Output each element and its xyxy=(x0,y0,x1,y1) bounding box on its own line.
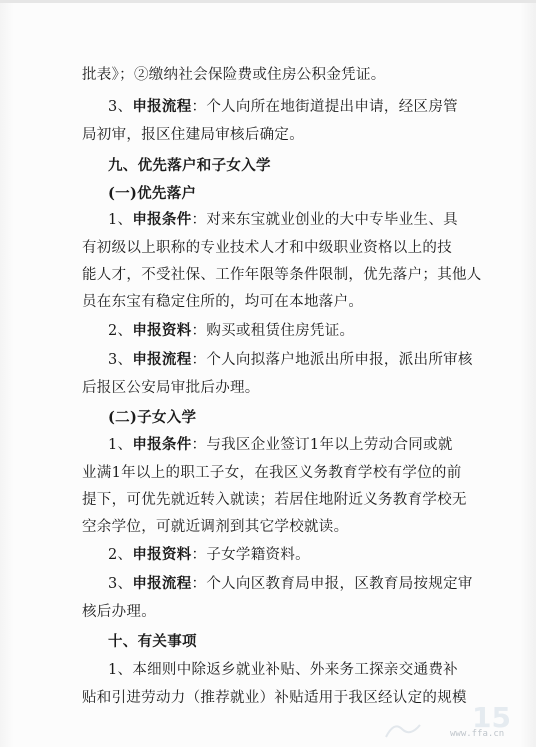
text: 员在东宝有稳定住所的，均可在本地落户。 xyxy=(82,294,364,310)
text: 1、本细则中除返乡就业补贴、外来务工探亲交通费补 xyxy=(108,662,458,678)
line-8 xyxy=(82,266,482,284)
watermark-url: www.ffa.cn xyxy=(450,729,505,739)
line-2 xyxy=(108,98,458,116)
text: ：对来东宝就业创业的大中专毕业生、具 xyxy=(191,212,458,228)
item-number: 3、 xyxy=(108,576,133,592)
line-1 xyxy=(82,66,386,84)
line-6 xyxy=(108,211,458,229)
section-heading-10 xyxy=(108,633,197,651)
item-number: 3、 xyxy=(108,352,133,368)
text: 后报区公安局审批后办理。 xyxy=(82,380,260,396)
line-12 xyxy=(82,379,260,397)
line-19 xyxy=(108,575,473,593)
watermark-text: 15 xyxy=(472,701,511,734)
item-number: 2、 xyxy=(108,547,133,563)
text: ：个人向拟落户地派出所申报，派出所审核 xyxy=(191,352,473,368)
line-20 xyxy=(82,603,156,621)
line-18 xyxy=(108,546,310,564)
subsection-heading-1 xyxy=(108,185,196,203)
line-11 xyxy=(108,351,473,369)
site-watermark xyxy=(380,699,530,741)
text: 有初级以上职称的专业技术人才和中级职业资格以上的技 xyxy=(82,240,452,256)
item-heading: 申报流程 xyxy=(132,351,192,368)
text: ：购买或租赁住房凭证。 xyxy=(191,323,355,339)
text: ：个人向所在地街道提出申请，经区房管 xyxy=(191,99,458,115)
item-number: 3、 xyxy=(108,99,133,115)
item-number: 2、 xyxy=(108,323,133,339)
text: 核后办理。 xyxy=(82,604,156,620)
subsection-heading-2 xyxy=(108,409,196,427)
text: 批表》；②缴纳社会保险费或住房公积金凭证。 xyxy=(82,67,386,83)
line-17 xyxy=(82,518,348,536)
line-14 xyxy=(108,436,453,454)
item-heading: 申报流程 xyxy=(132,98,192,115)
scan-edge xyxy=(0,0,536,3)
line-3 xyxy=(82,126,304,144)
line-7 xyxy=(82,239,452,257)
line-9 xyxy=(82,293,363,311)
line-22 xyxy=(108,661,458,679)
text: 贴和引进劳动力（推荐就业）补贴适用于我区经认定的规模 xyxy=(82,690,467,706)
item-heading: 申报条件 xyxy=(132,436,192,453)
item-heading: 申报资料 xyxy=(132,546,192,563)
heading-text: 十、有关事项 xyxy=(108,633,197,650)
item-heading: 申报流程 xyxy=(132,575,192,592)
item-heading: 申报条件 xyxy=(132,211,192,228)
item-heading: 申报资料 xyxy=(132,322,192,339)
heading-text: (二)子女入学 xyxy=(108,409,197,426)
text: 局初审，报区住建局审核后确定。 xyxy=(82,127,304,143)
section-heading-9 xyxy=(108,157,271,175)
text: 业满1年以上的职工子女，在我区义务教育学校有学位的前 xyxy=(82,465,462,481)
text: 空余学位，可就近调剂到其它学校就读。 xyxy=(82,519,349,535)
line-16 xyxy=(82,491,467,509)
text: 提下，可优先就近转入就读；若居住地附近义务教育学校无 xyxy=(82,492,467,508)
heading-text: (一)优先落户 xyxy=(108,185,197,202)
line-10 xyxy=(108,322,354,340)
item-number: 1、 xyxy=(108,437,133,453)
text: ：与我区企业签订1年以上劳动合同或就 xyxy=(191,437,453,453)
heading-text: 九、优先落户和子女入学 xyxy=(108,157,271,174)
line-15 xyxy=(82,464,462,482)
text: 能人才，不受社保、工作年限等条件限制，优先落户；其他人 xyxy=(82,267,482,283)
item-number: 1、 xyxy=(108,212,133,228)
text: ：子女学籍资料。 xyxy=(191,547,310,563)
text: ：个人向区教育局申报，区教育局按规定审 xyxy=(191,576,473,592)
